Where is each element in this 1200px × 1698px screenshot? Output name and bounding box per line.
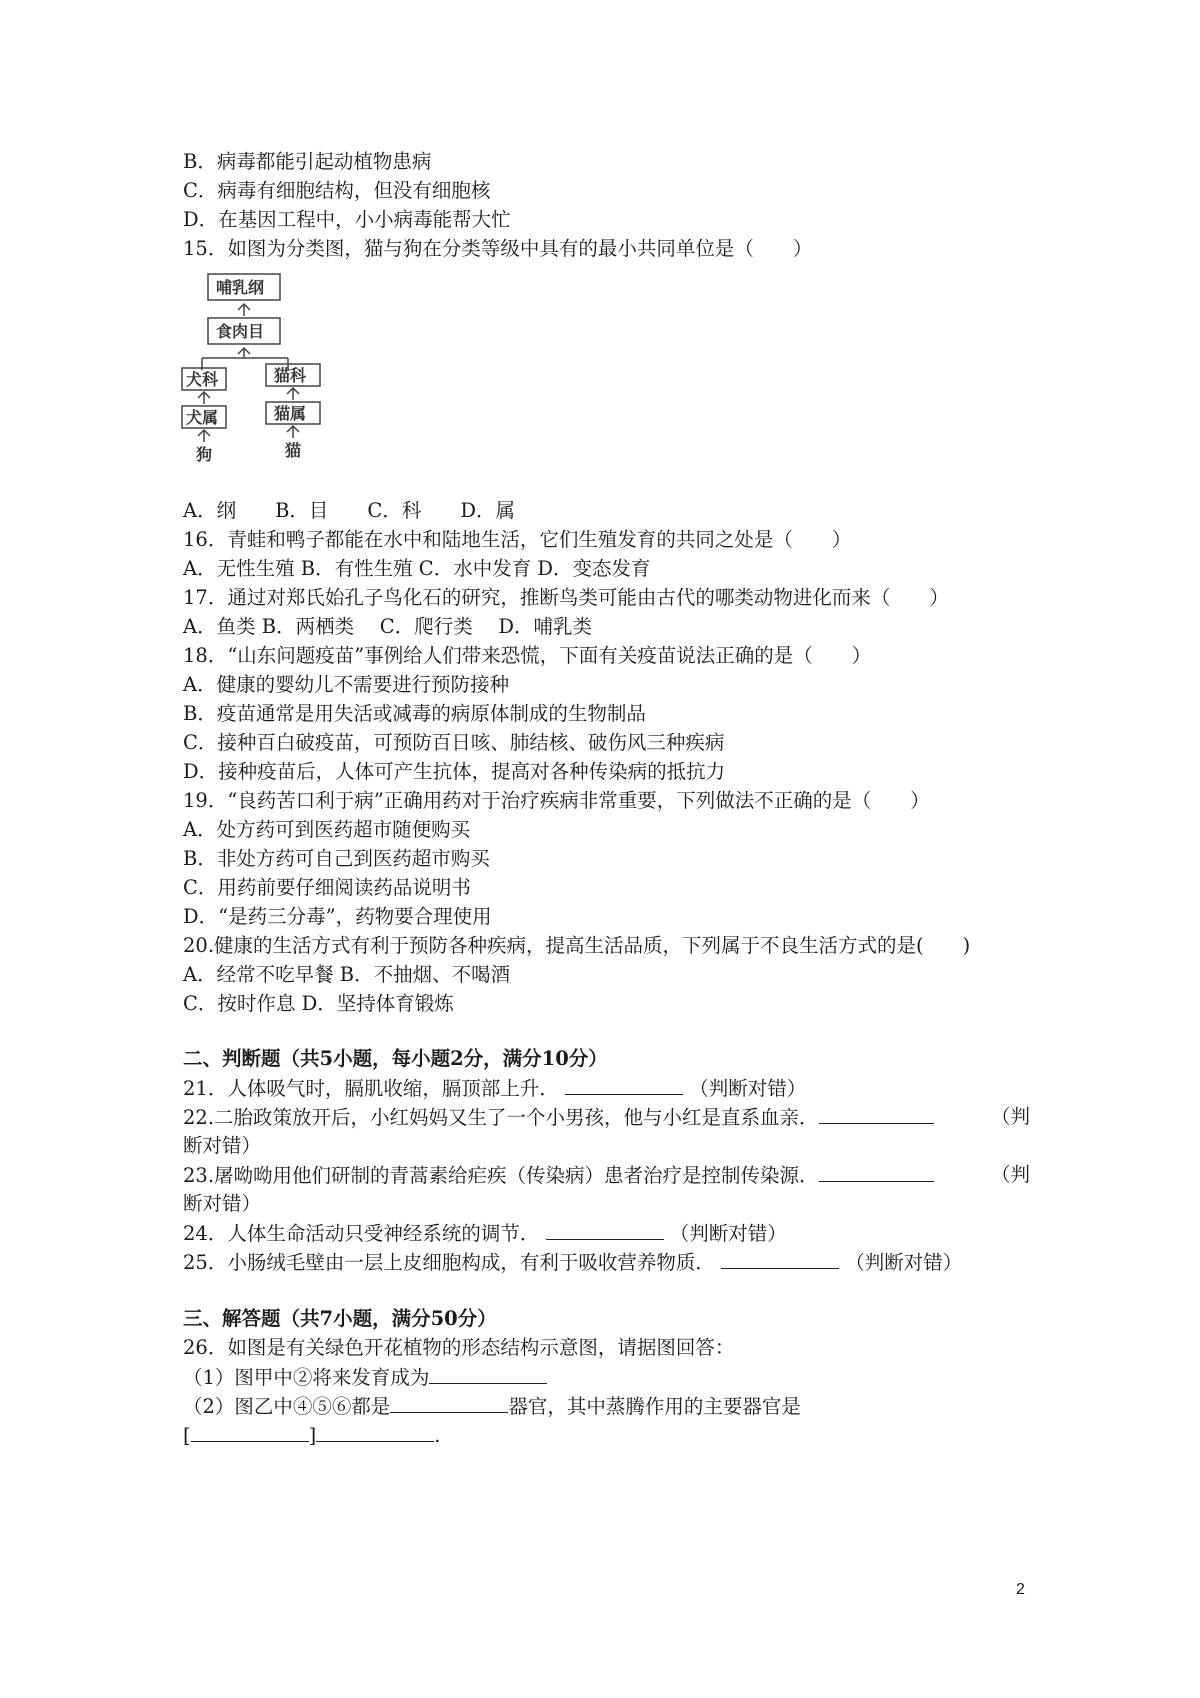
q26-part3-blank-number[interactable] xyxy=(191,1421,309,1442)
q26-part2 xyxy=(183,1392,801,1421)
label-class: 哺乳纲 xyxy=(216,278,265,297)
q26-part1 xyxy=(183,1363,547,1392)
q26-bracket-close: ] xyxy=(308,1424,317,1447)
q17-stem: 17．通过对郑氏始孔子鸟化石的研究，推断鸟类可能由古代的哪类动物进化而来（ ） xyxy=(183,586,949,609)
label-cat-genus: 猫属 xyxy=(274,404,307,423)
q18-option-a: A．健康的婴幼儿不需要进行预防接种 xyxy=(183,673,510,696)
label-cat: 猫 xyxy=(285,441,302,460)
q19-option-d: D．“是药三分毒”，药物要合理使用 xyxy=(183,905,492,928)
q26-part2-text: （2）图乙中④⑤⑥都是 xyxy=(183,1395,391,1418)
q24 xyxy=(183,1219,787,1248)
q26-part2-blank[interactable] xyxy=(390,1392,508,1413)
q26-part1-blank[interactable] xyxy=(429,1363,547,1384)
label-dog-genus: 犬属 xyxy=(186,408,219,427)
q26-part3-blank-name[interactable] xyxy=(316,1421,434,1442)
q19-option-c: C．用药前要仔细阅读药品说明书 xyxy=(183,876,471,899)
q18-option-c: C．接种百白破疫苗，可预防百日咳、肺结核、破伤风三种疾病 xyxy=(183,731,725,754)
q23-suffix-cont: 断对错） xyxy=(183,1192,262,1215)
q18-option-d: D．接种疫苗后，人体可产生抗体，提高对各种传染病的抵抗力 xyxy=(183,760,726,783)
q23-suffix: （判 xyxy=(990,1163,1030,1186)
q25-suffix: （判断对错） xyxy=(845,1251,963,1274)
q15-stem: 15．如图为分类图，猫与狗在分类等级中具有的最小共同单位是（ ） xyxy=(183,237,813,260)
q24-text: 24．人体生命活动只受神经系统的调节． xyxy=(183,1222,540,1245)
q22 xyxy=(183,1103,1030,1132)
q16-options: A．无性生殖 B．有性生殖 C．水中发育 D．变态发育 xyxy=(183,557,651,580)
section3-title: 三、解答题（共7小题，满分50分） xyxy=(183,1307,497,1330)
section2-title: 二、判断题（共5小题，每小题2分，满分10分） xyxy=(183,1047,608,1070)
q26-part3 xyxy=(183,1421,440,1450)
q23-text: 23.屠呦呦用他们研制的青蒿素给疟疾（传染病）患者治疗是控制传染源． xyxy=(183,1164,819,1187)
q20-options-cd: C．按时作息 D．坚持体育锻炼 xyxy=(183,992,454,1015)
q20-options-ab: A．经常不吃早餐 B．不抽烟、不喝酒 xyxy=(183,963,511,986)
q26-stem: 26．如图是有关绿色开花植物的形态结构示意图，请据图回答： xyxy=(183,1336,735,1359)
label-dog-family: 犬科 xyxy=(186,370,219,389)
q24-suffix: （判断对错） xyxy=(669,1222,787,1245)
q25 xyxy=(183,1248,962,1277)
q26-period: . xyxy=(434,1424,441,1447)
q20-stem: 20.健康的生活方式有利于预防各种疾病，提高生活品质，下列属于不良生活方式的是( ) xyxy=(183,934,971,957)
q21-suffix: （判断对错） xyxy=(689,1077,807,1100)
q23 xyxy=(183,1161,1030,1190)
q17-options: A．鱼类 B．两栖类 C．爬行类 D．哺乳类 xyxy=(183,615,593,638)
q23-answer-blank[interactable] xyxy=(819,1161,934,1182)
q24-answer-blank[interactable] xyxy=(546,1219,664,1240)
arrow-order-to-class xyxy=(238,304,250,316)
q22-suffix: （判 xyxy=(990,1105,1030,1128)
q26-part1-text: （1）图甲中②将来发育成为 xyxy=(183,1366,430,1389)
q14-option-d: D．在基因工程中，小小病毒能帮大忙 xyxy=(183,208,511,231)
label-order: 食肉目 xyxy=(216,322,265,341)
q15-options: A．纲 B．目 C．科 D．属 xyxy=(183,499,515,522)
q25-text: 25．小肠绒毛壁由一层上皮细胞构成，有利于吸收营养物质． xyxy=(183,1251,715,1274)
classification-diagram-svg xyxy=(180,272,345,467)
arrow-cat-species xyxy=(287,426,299,438)
arrow-dog-species xyxy=(198,430,210,442)
q21-answer-blank[interactable] xyxy=(565,1074,683,1095)
q22-suffix-cont: 断对错） xyxy=(183,1134,262,1157)
q22-text: 22.二胎政策放开后，小红妈妈又生了一个小男孩，他与小红是直系血亲． xyxy=(183,1106,819,1129)
q26-part2-text-b: 器官，其中蒸腾作用的主要器官是 xyxy=(508,1395,801,1418)
label-cat-family: 猫科 xyxy=(274,366,307,385)
q26-bracket-open: [ xyxy=(183,1424,191,1447)
arrow-dog-genus xyxy=(198,392,210,404)
q18-option-b: B．疫苗通常是用失活或减毒的病原体制成的生物制品 xyxy=(183,702,646,725)
q14-option-b: B．病毒都能引起动植物患病 xyxy=(183,150,432,173)
q19-option-a: A．处方药可到医药超市随便购买 xyxy=(183,818,471,841)
q14-option-c: C．病毒有细胞结构，但没有细胞核 xyxy=(183,179,491,202)
q21-text: 21．人体吸气时，膈肌收缩，膈顶部上升． xyxy=(183,1077,559,1100)
q19-option-b: B．非处方药可自己到医药超市购买 xyxy=(183,847,490,870)
q19-stem: 19．“良药苦口利于病”正确用药对于治疗疾病非常重要，下列做法不正确的是（ ） xyxy=(183,789,930,812)
q22-answer-blank[interactable] xyxy=(819,1103,934,1124)
page-number: 2 xyxy=(1016,1581,1025,1598)
q25-answer-blank[interactable] xyxy=(721,1248,839,1269)
q16-stem: 16．青蛙和鸭子都能在水中和陆地生活，它们生殖发育的共同之处是（ ） xyxy=(183,528,852,551)
label-dog: 狗 xyxy=(196,445,213,464)
q21 xyxy=(183,1074,806,1103)
classification-diagram xyxy=(180,272,345,467)
q18-stem: 18．“山东问题疫苗”事例给人们带来恐慌，下面有关疫苗说法正确的是（ ） xyxy=(183,644,872,667)
arrow-cat-genus xyxy=(287,388,299,400)
